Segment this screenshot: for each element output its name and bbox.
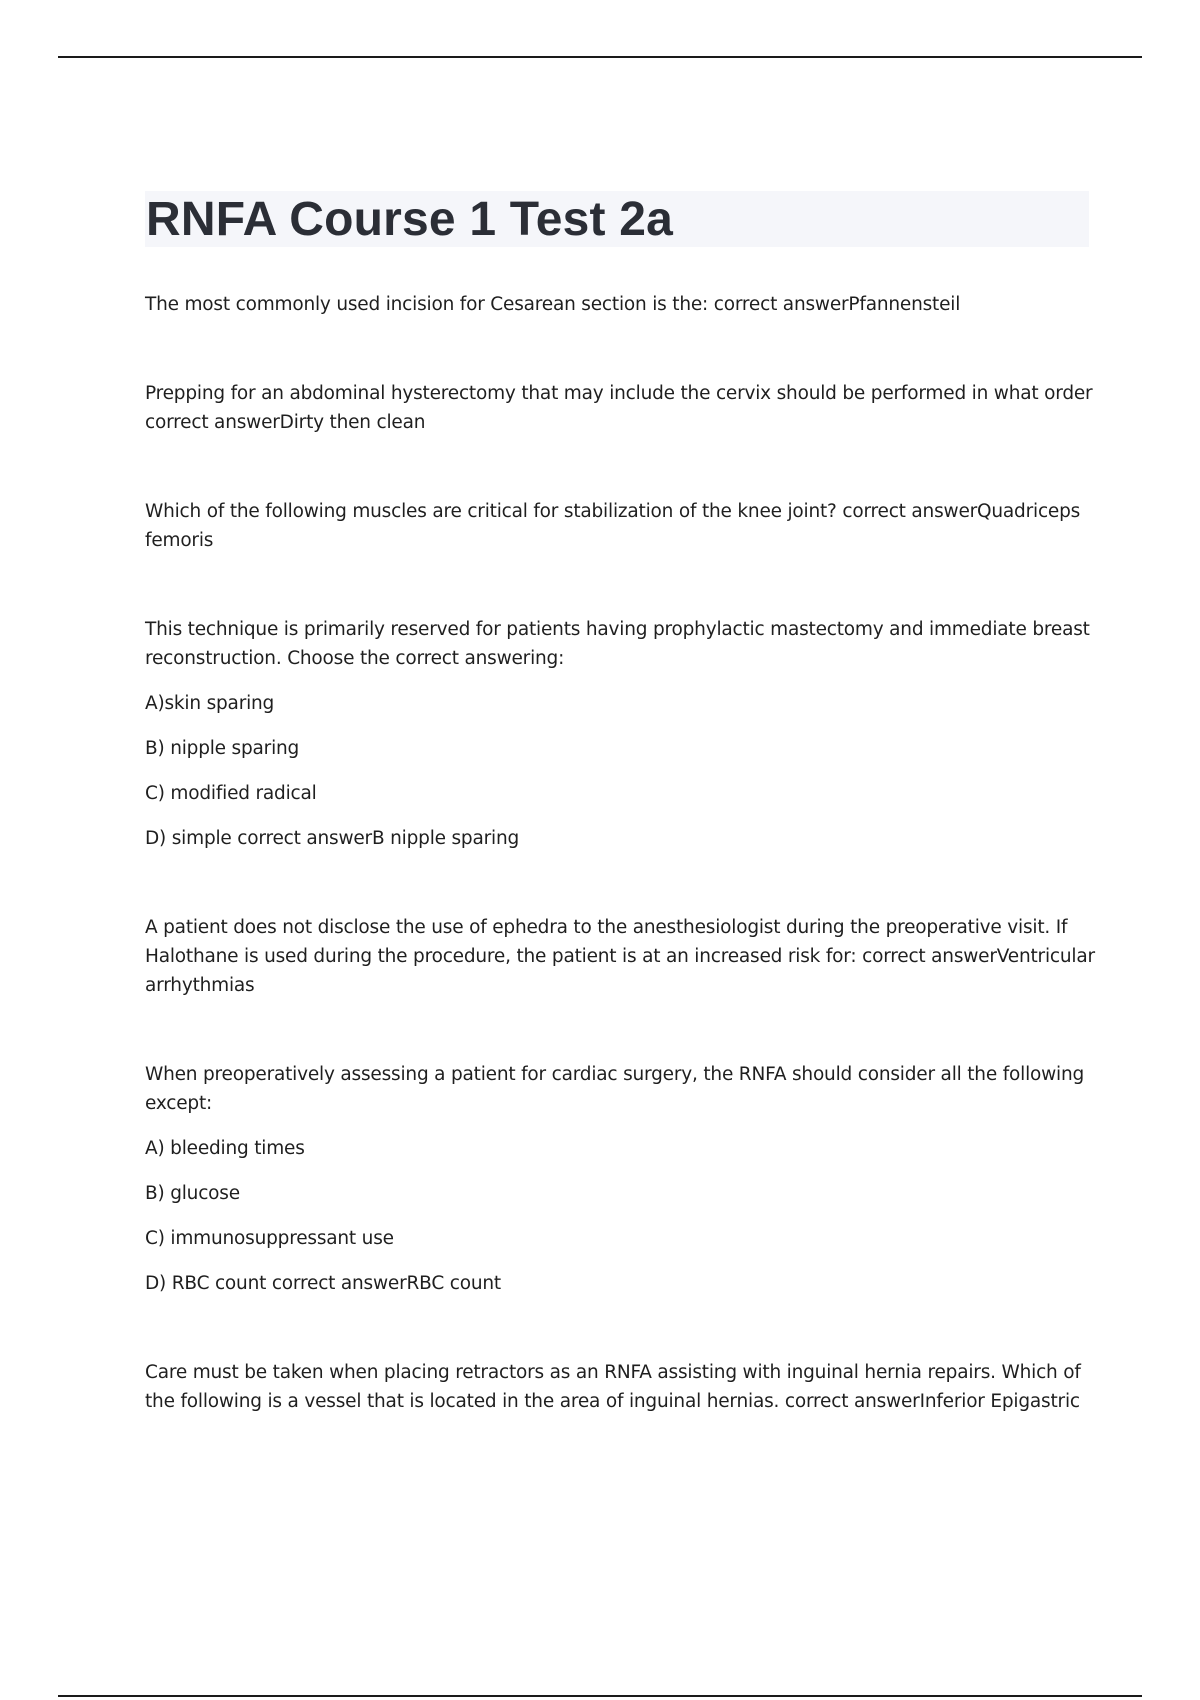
answer-option-b: B) glucose bbox=[145, 1183, 240, 1204]
question-4 bbox=[145, 615, 1095, 853]
bottom-rule bbox=[58, 1695, 1142, 1697]
question-3 bbox=[145, 497, 1095, 555]
question-text: Which of the following muscles are critical for stabilization of the knee joint? correct answerQuadriceps femoris bbox=[145, 501, 1081, 551]
question-text: Care must be taken when placing retractors as an RNFA assisting with inguinal hernia repairs. Which of the following is a vessel that is located in the area of inguinal hernias. correct answerInferior Epigastric bbox=[145, 1362, 1081, 1412]
question-5 bbox=[145, 913, 1095, 1000]
question-1 bbox=[145, 290, 1095, 319]
answer-option-a: A)skin sparing bbox=[145, 693, 275, 714]
question-text: Prepping for an abdominal hysterectomy that may include the cervix should be performed in what order correct answerDirty then clean bbox=[145, 383, 1093, 433]
answer-option-b: B) nipple sparing bbox=[145, 738, 300, 759]
top-rule bbox=[58, 56, 1142, 58]
question-6 bbox=[145, 1060, 1095, 1298]
document-body bbox=[145, 290, 1095, 1476]
question-text: The most commonly used incision for Cesarean section is the: correct answerPfannensteil bbox=[145, 294, 961, 315]
answer-option-d: D) simple correct answerB nipple sparing bbox=[145, 828, 520, 849]
question-7 bbox=[145, 1358, 1095, 1416]
question-text: When preoperatively assessing a patient for cardiac surgery, the RNFA should consider all the following except: bbox=[145, 1064, 1085, 1114]
answer-option-d: D) RBC count correct answerRBC count bbox=[145, 1273, 501, 1294]
question-2 bbox=[145, 379, 1095, 437]
answer-option-c: C) modified radical bbox=[145, 783, 317, 804]
question-text: This technique is primarily reserved for patients having prophylactic mastectomy and immediate breast reconstruction. Choose the correct answering: bbox=[145, 619, 1090, 669]
answer-option-c: C) immunosuppressant use bbox=[145, 1228, 394, 1249]
question-text: A patient does not disclose the use of ephedra to the anesthesiologist during the preoperative visit. If Halothane is used during the procedure, the patient is at an increased risk for: correct answerVentricular arrhythmias bbox=[145, 917, 1095, 996]
answer-option-a: A) bleeding times bbox=[145, 1138, 305, 1159]
page-title: RNFA Course 1 Test 2a bbox=[146, 193, 674, 246]
